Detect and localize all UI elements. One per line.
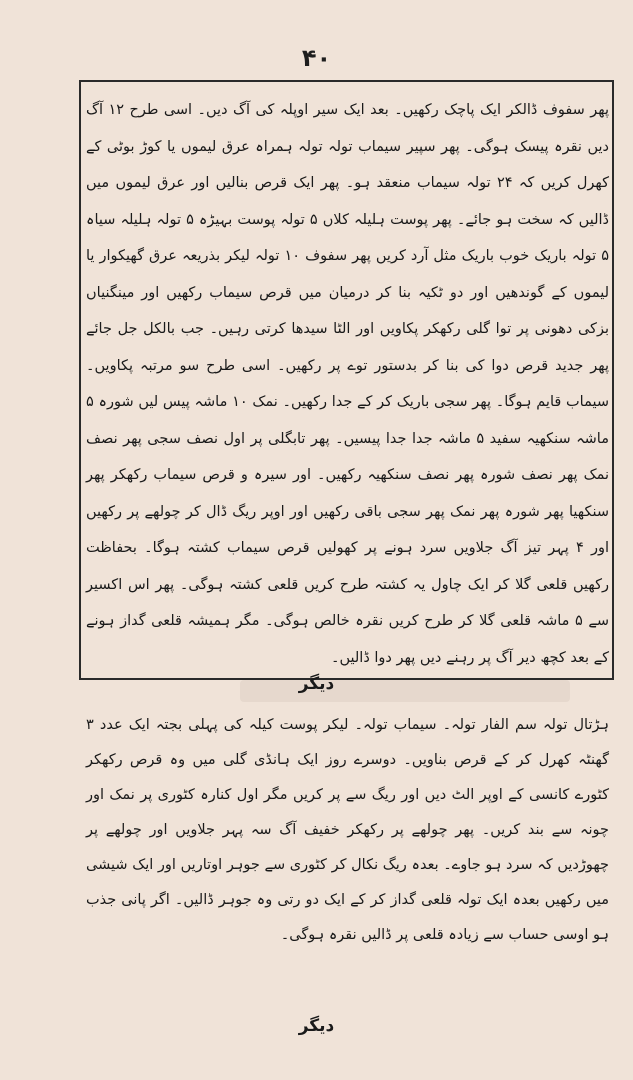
paragraph-2: ہڑتال تولہ سم الفار تولہ۔ سیماب تولہ۔ لیکر پوست کیلہ کی پہلی بجتہ ایک عدد ۳ گھنٹہ کھرل کر کے قرص بناویں۔ دوسرے روز ایک ہانڈی گلی میں وہ قرص رکھکر کٹورے کانسی کے اوپر الٹ دیں اور ریگ سے پر کریں مگر اول کنارہ کٹوری پر نمک اور چونہ سے بند کریں۔ پھر چولھے پر رکھکر خفیف آگ سہ پہر جلاویں اور چولھے پر چھوڑدیں کہ سرد ہو جاوے۔ بعدہ ریگ نکال کر کٹوری سے جوہر اوتاریں اور ایک شیشی میں رکھیں بعدہ ایک تولہ قلعی گداز کر کے ایک دو رتی وہ جوہر ڈالیں۔ اگر پانی جذب ہو اوسی حساب سے زیادہ قلعی پر ڈالیں نقرہ ہوگی۔ (86, 717, 609, 943)
paragraph-1: پھر سفوف ڈالکر ایک پاچک رکھیں۔ بعد ایک سیر اوپلہ کی آگ دیں۔ اسی طرح ۱۲ آگ دیں نقرہ پیسک ہوگی۔ پھر سپیر سیماب تولہ تولہ ہمراہ عرق لیموں یا کوڑ بوٹی کے کھرل کریں کہ ۲۴ تولہ سیماب منعقد ہو۔ پھر ایک قرص بنالیں اور عرق لیموں میں ڈالیں کہ سخت ہو جائے۔ پھر پوست ہلیلہ کلاں ۵ تولہ پوست بہیڑہ ۵ تولہ ہلیلہ سیاہ ۵ تولہ باریک خوب باریک مثل آرد کریں پھر سفوف ۱۰ تولہ لیکر بذریعہ عرق گھیکوار یا لیموں کے گوندھیں اور دو ٹکیہ بنا کر درمیان میں قرص سیماب رکھیں اور مینگنیاں بزکی دھونی پر توا گلی رکھکر پکاویں اور الٹا سیدھا کرتی رہیں۔ جب بالکل جل جائے پھر جدید قرص دوا کی بنا کر بدستور توے پر رکھیں۔ اسی طرح سو مرتبہ پکاویں۔ سیماب قایم ہوگا۔ پھر سجی باریک کر کے جدا رکھیں۔ نمک ۱۰ ماشہ پیس لیں شورہ ۵ ماشہ سنکھیہ سفید ۵ ماشہ جدا جدا پیسیں۔ پھر تابگلی پر اول نصف سجی پھر نصف نمک پھر نصف شورہ پھر نصف سنکھیہ رکھیں۔ اور سیرہ و قرص سیماب رکھکر پھر سنکھیا پھر شورہ پھر نمک پھر سجی باقی رکھیں اور اوپر ریگ ڈال کر چولھے پر رکھیں اور ۴ پہر تیز آگ جلاویں سرد ہونے پر کھولیں قرص سیماب کشتہ ہوگا۔ بحفاظت رکھیں قلعی گلا کر ایک چاول یہ کشتہ طرح کریں قلعی کشتہ ہوگی۔ پھر اس اکسیر سے ۵ ماشہ قلعی گلا کر طرح کریں نقرہ خالص ہوگی۔ مگر ہمیشہ قلعی گداز ہونے کے بعد کچھ دیر آگ پر رہنے دیں پھر دوا ڈالیں۔ (86, 102, 610, 666)
section-heading-1: دیگر (298, 674, 335, 694)
section-heading-2: دیگر (298, 1016, 335, 1036)
page-number: ۴۰ (301, 44, 332, 72)
